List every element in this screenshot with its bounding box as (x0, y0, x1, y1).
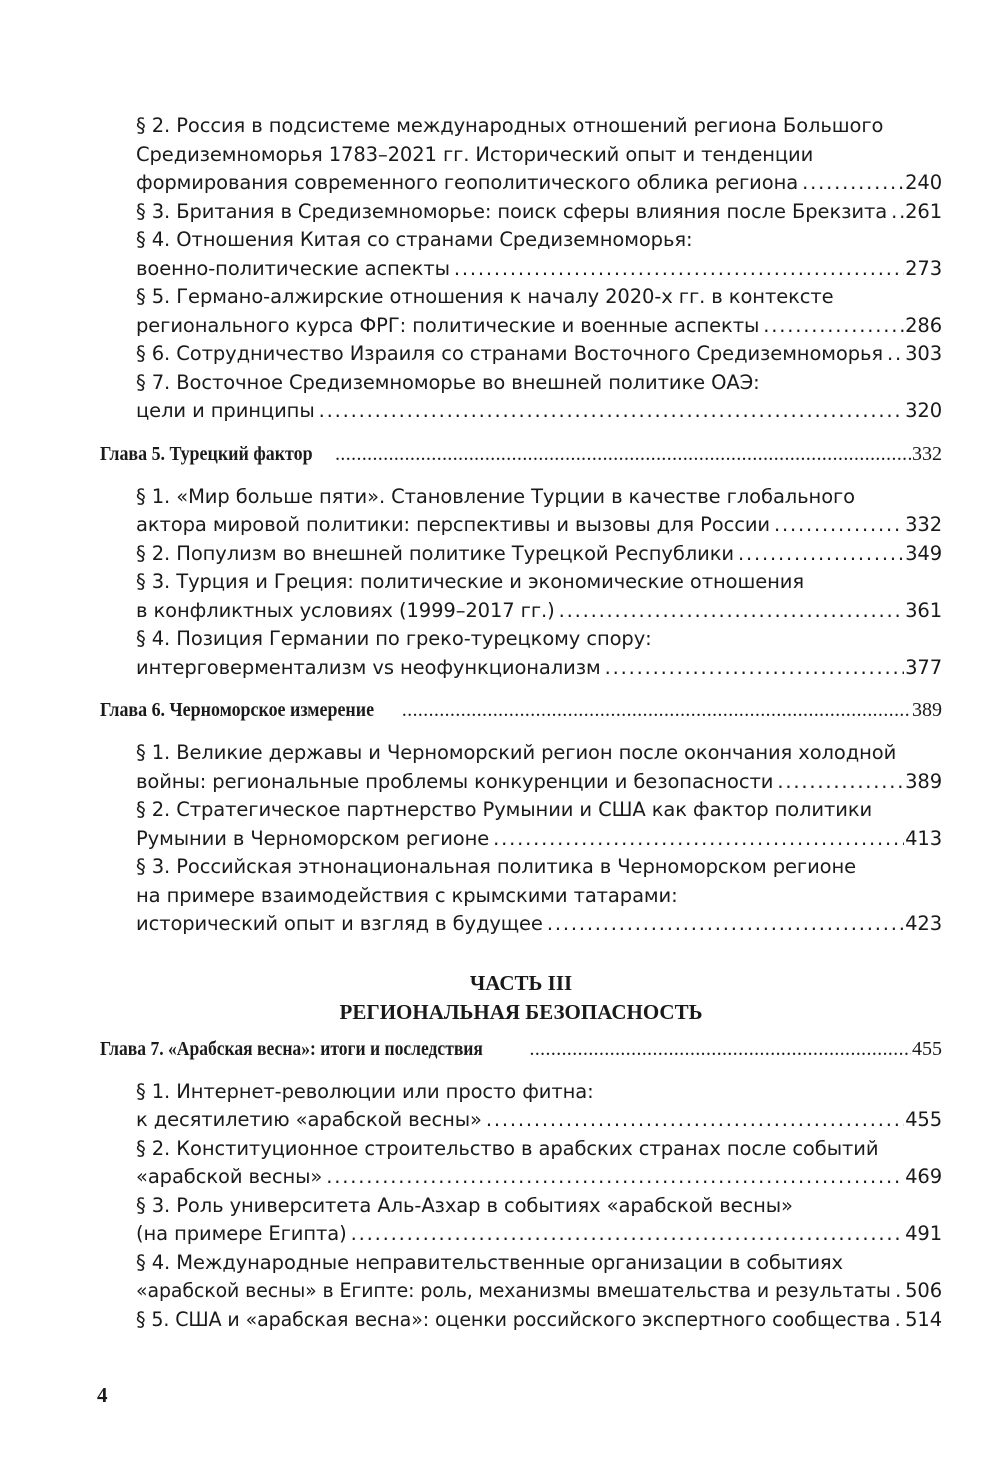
section-title-last-line (136, 511, 942, 540)
dot-leader (774, 511, 904, 540)
toc-section-entry (136, 198, 942, 227)
page-ref: 320 (905, 399, 942, 422)
section-title-last-line (136, 1220, 942, 1249)
dot-leader (802, 169, 904, 198)
section-title-line: § 6. Сотрудничество Израиля со странами Восточного Средиземноморья (136, 342, 884, 365)
section-title-line: § 4. Международные неправительственные организации в событиях (136, 1250, 843, 1274)
page-ref: 455 (905, 1108, 942, 1131)
section-title-last-line (136, 169, 942, 198)
section-title-line: к десятилетию «арабской весны» (136, 1108, 482, 1131)
table-of-contents (100, 112, 942, 1334)
page-ref: 469 (905, 1165, 942, 1188)
dot-leader (738, 540, 904, 569)
section-title-line: § 2. Россия в подсистеме международных отношений региона Большого (136, 114, 884, 137)
toc-section-entry (136, 625, 942, 682)
page-ref: 349 (905, 541, 942, 565)
section-title-last-line (136, 1277, 942, 1306)
section-title-line: на примере взаимодействия с крымскими татарами: (136, 883, 678, 907)
section-title-line: § 7. Восточное Средиземноморье во внешней политике ОАЭ: (136, 370, 760, 394)
part-title: ЧАСТЬ III (469, 970, 573, 995)
section-title-line: § 3. Британия в Средиземноморье: поиск сферы влияния после Брекзита (136, 199, 888, 223)
toc-section-entry (136, 283, 942, 340)
section-title-line: § 1. Интернет-революции или просто фитна: (136, 1079, 594, 1103)
page-ref: 361 (905, 598, 942, 622)
page-ref: 491 (905, 1222, 942, 1245)
dot-leader (777, 768, 904, 797)
dot-leader (493, 825, 904, 854)
dot-leader (559, 597, 905, 626)
toc-chapter-6 (100, 696, 942, 725)
page-ref: 514 (905, 1307, 942, 1331)
section-title-line: регионального курса ФРГ: политические и военные аспекты (136, 313, 760, 337)
dot-leader (326, 1163, 904, 1192)
page-ref: 303 (905, 342, 942, 365)
section-title-line: актора мировой политики: перспективы и вызовы для России (136, 513, 770, 536)
toc-chapter-5 (100, 440, 942, 469)
section-title-line: исторический опыт и взгляд в будущее (136, 912, 543, 935)
section-title-line: (на примере Египта) (136, 1222, 347, 1245)
dot-leader (547, 910, 904, 939)
toc-group-chapter6-sections (100, 739, 942, 939)
page-ref: 389 (912, 699, 942, 721)
section-title-last-line (136, 255, 942, 284)
dot-leader (895, 1277, 904, 1306)
dot-leader (486, 1106, 904, 1135)
page-ref: 377 (905, 655, 942, 679)
page-number: 4 (97, 1383, 108, 1407)
toc-section-entry (136, 1135, 942, 1192)
toc-section-entry (136, 1306, 942, 1335)
section-title-line: § 4. Отношения Китая со странами Средиземноморья: (136, 228, 693, 251)
section-title-line: § 5. Германо-алжирские отношения к началу 2020-х гг. в контексте (136, 285, 834, 308)
toc-section-entry (136, 1249, 942, 1306)
section-title-line: войны: региональные проблемы конкуренции и безопасности (136, 769, 774, 793)
section-title-line: Румынии в Черноморском регионе (136, 826, 490, 850)
chapter-title: Глава 7. «Арабская весна»: итоги и последствия (100, 1038, 483, 1060)
toc-section-entry (136, 739, 942, 796)
toc-section-entry (136, 226, 942, 283)
toc-section-entry (136, 853, 942, 939)
section-title-line: § 3. Российская этнонациональная политика в Черноморском регионе (136, 855, 857, 878)
section-title-last-line (136, 198, 942, 227)
section-title-line: «арабской весны» в Египте: роль, механизмы вмешательства и результаты (136, 1279, 891, 1302)
toc-section-entry (136, 540, 942, 569)
toc-chapter-7 (100, 1035, 942, 1064)
section-title-line: § 1. «Мир больше пяти». Становление Турции в качестве глобального (136, 484, 855, 508)
section-title-line: § 2. Конституционное строительство в арабских странах после событий (136, 1136, 879, 1160)
toc-section-entry (136, 796, 942, 853)
section-title-line: § 2. Стратегическое партнерство Румынии и США как фактор политики (136, 798, 873, 821)
section-title-last-line (136, 340, 942, 369)
section-title-line: формирования современного геополитического облика региона (136, 171, 799, 194)
section-title-last-line (136, 654, 942, 683)
section-title-last-line (136, 910, 942, 939)
page-ref: 389 (905, 769, 942, 793)
dot-leader (529, 1036, 911, 1064)
part-heading (100, 969, 942, 1027)
toc-group-chapter7-sections (100, 1078, 942, 1335)
toc-section-entry (136, 112, 942, 198)
section-title-last-line (136, 1306, 942, 1335)
section-title-last-line (136, 540, 942, 569)
section-title-line: в конфликтных условиях (1999–2017 гг.) (136, 598, 555, 622)
dot-leader (319, 397, 904, 426)
section-title-last-line (136, 1163, 942, 1192)
dot-leader (763, 312, 904, 341)
page-ref: 286 (905, 313, 942, 337)
section-title-last-line (136, 597, 942, 626)
section-title-line: «арабской весны» (136, 1165, 323, 1188)
dot-leader (454, 255, 904, 284)
section-title-last-line (136, 1106, 942, 1135)
section-title-line: § 5. США и «арабская весна»: оценки российского экспертного сообщества (136, 1307, 891, 1331)
toc-section-entry (136, 483, 942, 540)
section-title-line: § 4. Позиция Германии по греко-турецкому спору: (136, 627, 652, 650)
section-title-last-line (136, 825, 942, 854)
page-ref: 273 (905, 256, 942, 280)
section-title-line: военно-политические аспекты (136, 256, 450, 280)
dot-leader (887, 340, 904, 369)
toc-section-entry (136, 1078, 942, 1135)
dot-leader (605, 654, 904, 683)
section-title-line: § 2. Популизм во внешней политике Турецкой Республики (136, 541, 734, 565)
dot-leader (402, 697, 911, 725)
toc-group-chapter4-sections (100, 112, 942, 426)
page-ref: 240 (905, 171, 942, 194)
toc-section-entry (136, 1192, 942, 1249)
page-ref: 332 (905, 513, 942, 536)
page-ref: 413 (905, 826, 942, 850)
toc-section-entry (136, 568, 942, 625)
page-ref: 423 (905, 912, 942, 935)
chapter-title: Глава 5. Турецкий фактор (100, 443, 313, 465)
part-subtitle: РЕГИОНАЛЬНАЯ БЕЗОПАСНОСТЬ (339, 999, 703, 1024)
toc-section-entry (136, 340, 942, 369)
chapter-title: Глава 6. Черноморское измерение (100, 700, 375, 721)
section-title-last-line (136, 397, 942, 426)
section-title-line: цели и принципы (136, 399, 315, 422)
section-title-line: § 3. Роль университета Аль-Азхар в событиях «арабской весны» (136, 1193, 793, 1217)
section-title-line: Средиземноморья 1783–2021 гг. Исторический опыт и тенденции (136, 142, 814, 166)
page-ref: 455 (912, 1037, 942, 1060)
section-title-last-line (136, 768, 942, 797)
dot-leader (891, 198, 904, 227)
toc-section-entry (136, 369, 942, 426)
page-ref: 261 (905, 199, 942, 223)
dot-leader (335, 441, 911, 469)
section-title-last-line (136, 312, 942, 341)
section-title-line: § 1. Великие державы и Черноморский регион после окончания холодной (136, 741, 897, 764)
dot-leader (895, 1306, 904, 1335)
toc-group-chapter5-sections (100, 483, 942, 683)
page-ref: 506 (905, 1279, 942, 1302)
page-ref: 332 (912, 442, 942, 465)
dot-leader (351, 1220, 904, 1249)
section-title-line: интерговерментализм vs неофункционализм (136, 655, 601, 679)
section-title-line: § 3. Турция и Греция: политические и экономические отношения (136, 570, 804, 593)
